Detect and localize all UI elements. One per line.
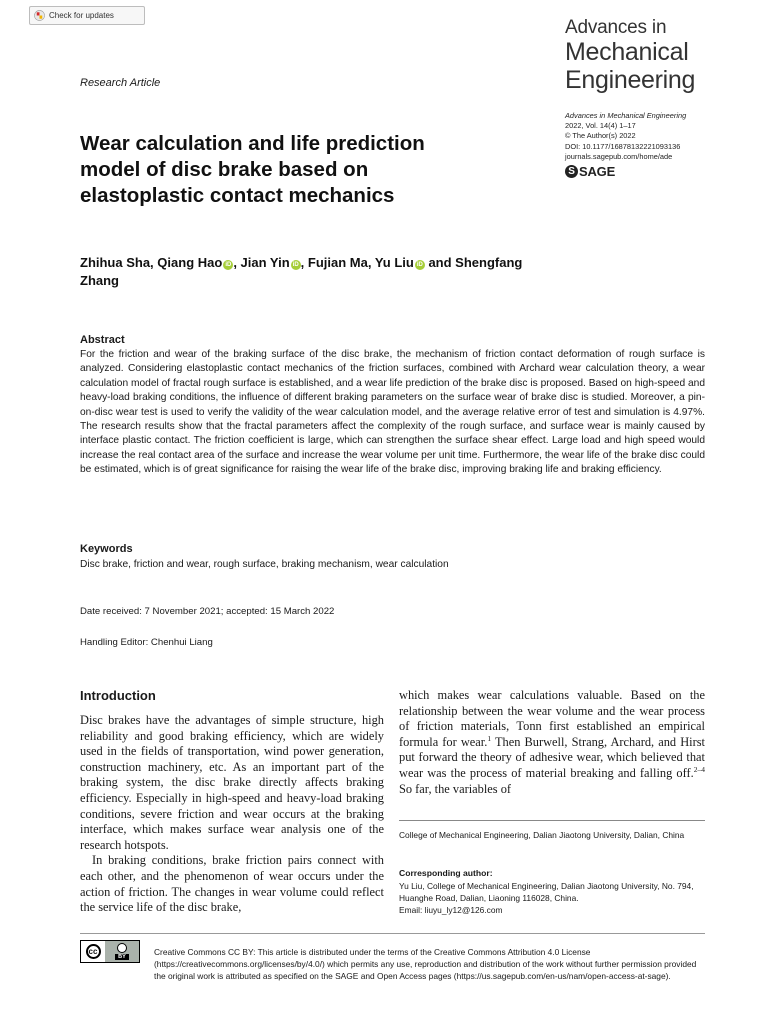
meta-copyright: © The Author(s) 2022 xyxy=(565,131,636,141)
handling-editor: Handling Editor: Chenhui Liang xyxy=(80,637,213,648)
crossmark-icon xyxy=(34,10,45,21)
dates-received: Date received: 7 November 2021; accepted: 15 March 2022 xyxy=(80,606,335,617)
citation-ref[interactable]: 2–4 xyxy=(693,764,705,774)
keywords-text: Disc brake, friction and wear, rough surface, braking mechanism, wear calculation xyxy=(80,559,449,570)
article-type: Research Article xyxy=(80,77,161,89)
license-text xyxy=(80,946,705,982)
meta-url[interactable]: journals.sagepub.com/home/ade xyxy=(565,151,673,161)
orcid-icon[interactable]: iD xyxy=(225,262,232,268)
journal-title-line1: Advances in xyxy=(565,17,667,38)
check-for-updates-label: Check for updates xyxy=(49,11,114,20)
author-list xyxy=(80,254,640,290)
intro-paragraph-1: Disc brakes have the advantages of simple structure, high reliability and good braking efficiency, which are widely used in the fields of transportation, wind power generation, construction machinery, etc. As an important part of the braking system, the disc brake directly affects braking efficiency. Especially in high-speed and heavy-load braking conditions, severe friction and wear occurs at the braking interface, which makes surface wear analysis one of the research hotspots. xyxy=(80,713,384,852)
author-text: , Jian Yin xyxy=(233,255,290,270)
abstract-text: For the friction and wear of the braking surface of the disc brake, the mechanism of friction contact deformation of rough surface is analyzed. Considering elastoplastic contact mechanics of the friction surfaces, combined with Archard wear calculation theory, a wear calculation model of fractal rough surface is established, and a wear life prediction of the brake disc is proposed. Based on high-speed and heavy-load braking conditions, the influence of different braking parameters on the surface wear of brake disc is studied. Moreover, a pin-on-disc wear test is used to verify the validity of the wear calculation model, and the average relative error of test and simulation is 4.97%. The research results show that the fractal parameters affect the complexity of the rough surface, and surface wear is mainly caused by interface plastic contact. The friction coefficient is large, which can strengthen the surface shear effect. Large load and high speed would increase the real contact area of the surface and increase the wear volume per unit time. Furthermore, the wear life of the brake disc could be estimated, which is of great significance for raising the wear life of the brake disc, improving braking life and braking efficiency. xyxy=(80,349,705,476)
abstract-heading: Abstract xyxy=(80,334,125,346)
affiliation: College of Mechanical Engineering, Dalian Jiaotong University, Dalian, China xyxy=(399,830,685,840)
orcid-icon[interactable]: iD xyxy=(292,262,299,268)
license-statement: Creative Commons CC BY: This article is distributed under the terms of the Creative Commons Attribution 4.0 License (https://creativecommons.org/licenses/by/4.0/) which permits any use, reproduction and distribution of the work without further permission provided the original work is attributed as specified on the SAGE and Open Access pages (https://us.sagepub.com/en-us/nam/open-access-at-sage). xyxy=(154,947,697,981)
sage-s-icon: S xyxy=(565,165,578,178)
introduction-heading: Introduction xyxy=(80,688,156,703)
footnote-divider xyxy=(399,820,705,821)
paper-title xyxy=(80,131,530,209)
paper-title-line1: Wear calculation and life prediction xyxy=(80,132,425,155)
journal-title-line3: Engineering xyxy=(565,66,696,94)
author-text: and Shengfang xyxy=(424,255,523,270)
keywords-heading: Keywords xyxy=(80,543,133,555)
introduction-right-column xyxy=(399,688,705,797)
author-text: Zhihua Sha, xyxy=(80,255,158,270)
intro-right-text: which makes wear calculations valuable. Based on the relationship between the wear volume and the wear process of friction materials, Tonn first established an empirical formula for wear. xyxy=(399,688,705,749)
sage-logo-text: SAGE xyxy=(579,164,616,179)
intro-right-text: Then Burwell, Strang, Archard, and Hirst put forward the theory of adhesive wear, which believed that wear was the process of material breaking and falling off. xyxy=(399,734,705,780)
meta-journal-name: Advances in Mechanical Engineering xyxy=(565,111,687,120)
corresponding-author-heading: Corresponding author: xyxy=(399,868,493,878)
journal-title-line2: Mechanical xyxy=(565,38,689,66)
introduction-left-column xyxy=(80,713,384,916)
footer-divider xyxy=(80,933,705,934)
author-text: Zhang xyxy=(80,273,119,288)
cc-icon: cc xyxy=(86,944,101,959)
paper-title-line3: elastoplastic contact mechanics xyxy=(80,184,395,207)
author-text: , Fujian Ma, Yu Liu xyxy=(300,255,414,270)
corresponding-author-email[interactable]: Email: liuyu_ly12@126.com xyxy=(399,905,503,915)
sage-logo xyxy=(565,164,615,179)
intro-right-text: So far, the variables of xyxy=(399,781,512,796)
author-text: Qiang Hao xyxy=(157,255,223,270)
meta-volume: 2022, Vol. 14(4) 1–17 xyxy=(565,121,636,131)
corresponding-author-address: Yu Liu, College of Mechanical Engineering, Dalian Jiaotong University, No. 794, Huanghe Road, Dalian, Liaoning 116028, China. xyxy=(399,881,694,903)
by-label: BY xyxy=(115,954,129,960)
citation-ref[interactable]: 1 xyxy=(487,733,492,743)
paper-title-line2: model of disc brake based on xyxy=(80,158,369,181)
meta-doi[interactable]: DOI: 10.1177/16878132221093136 xyxy=(565,141,681,151)
corresponding-author-details xyxy=(399,880,705,916)
intro-paragraph-2: In braking conditions, brake friction pairs connect with each other, and the phenomenon of wear occurs under the action of friction. The changes in wear volume could reflect the service life of the disc brake, xyxy=(80,853,384,915)
check-for-updates-button[interactable] xyxy=(29,6,145,25)
orcid-icon[interactable]: iD xyxy=(416,262,423,268)
article-metadata xyxy=(565,111,686,162)
journal-title xyxy=(565,18,755,93)
